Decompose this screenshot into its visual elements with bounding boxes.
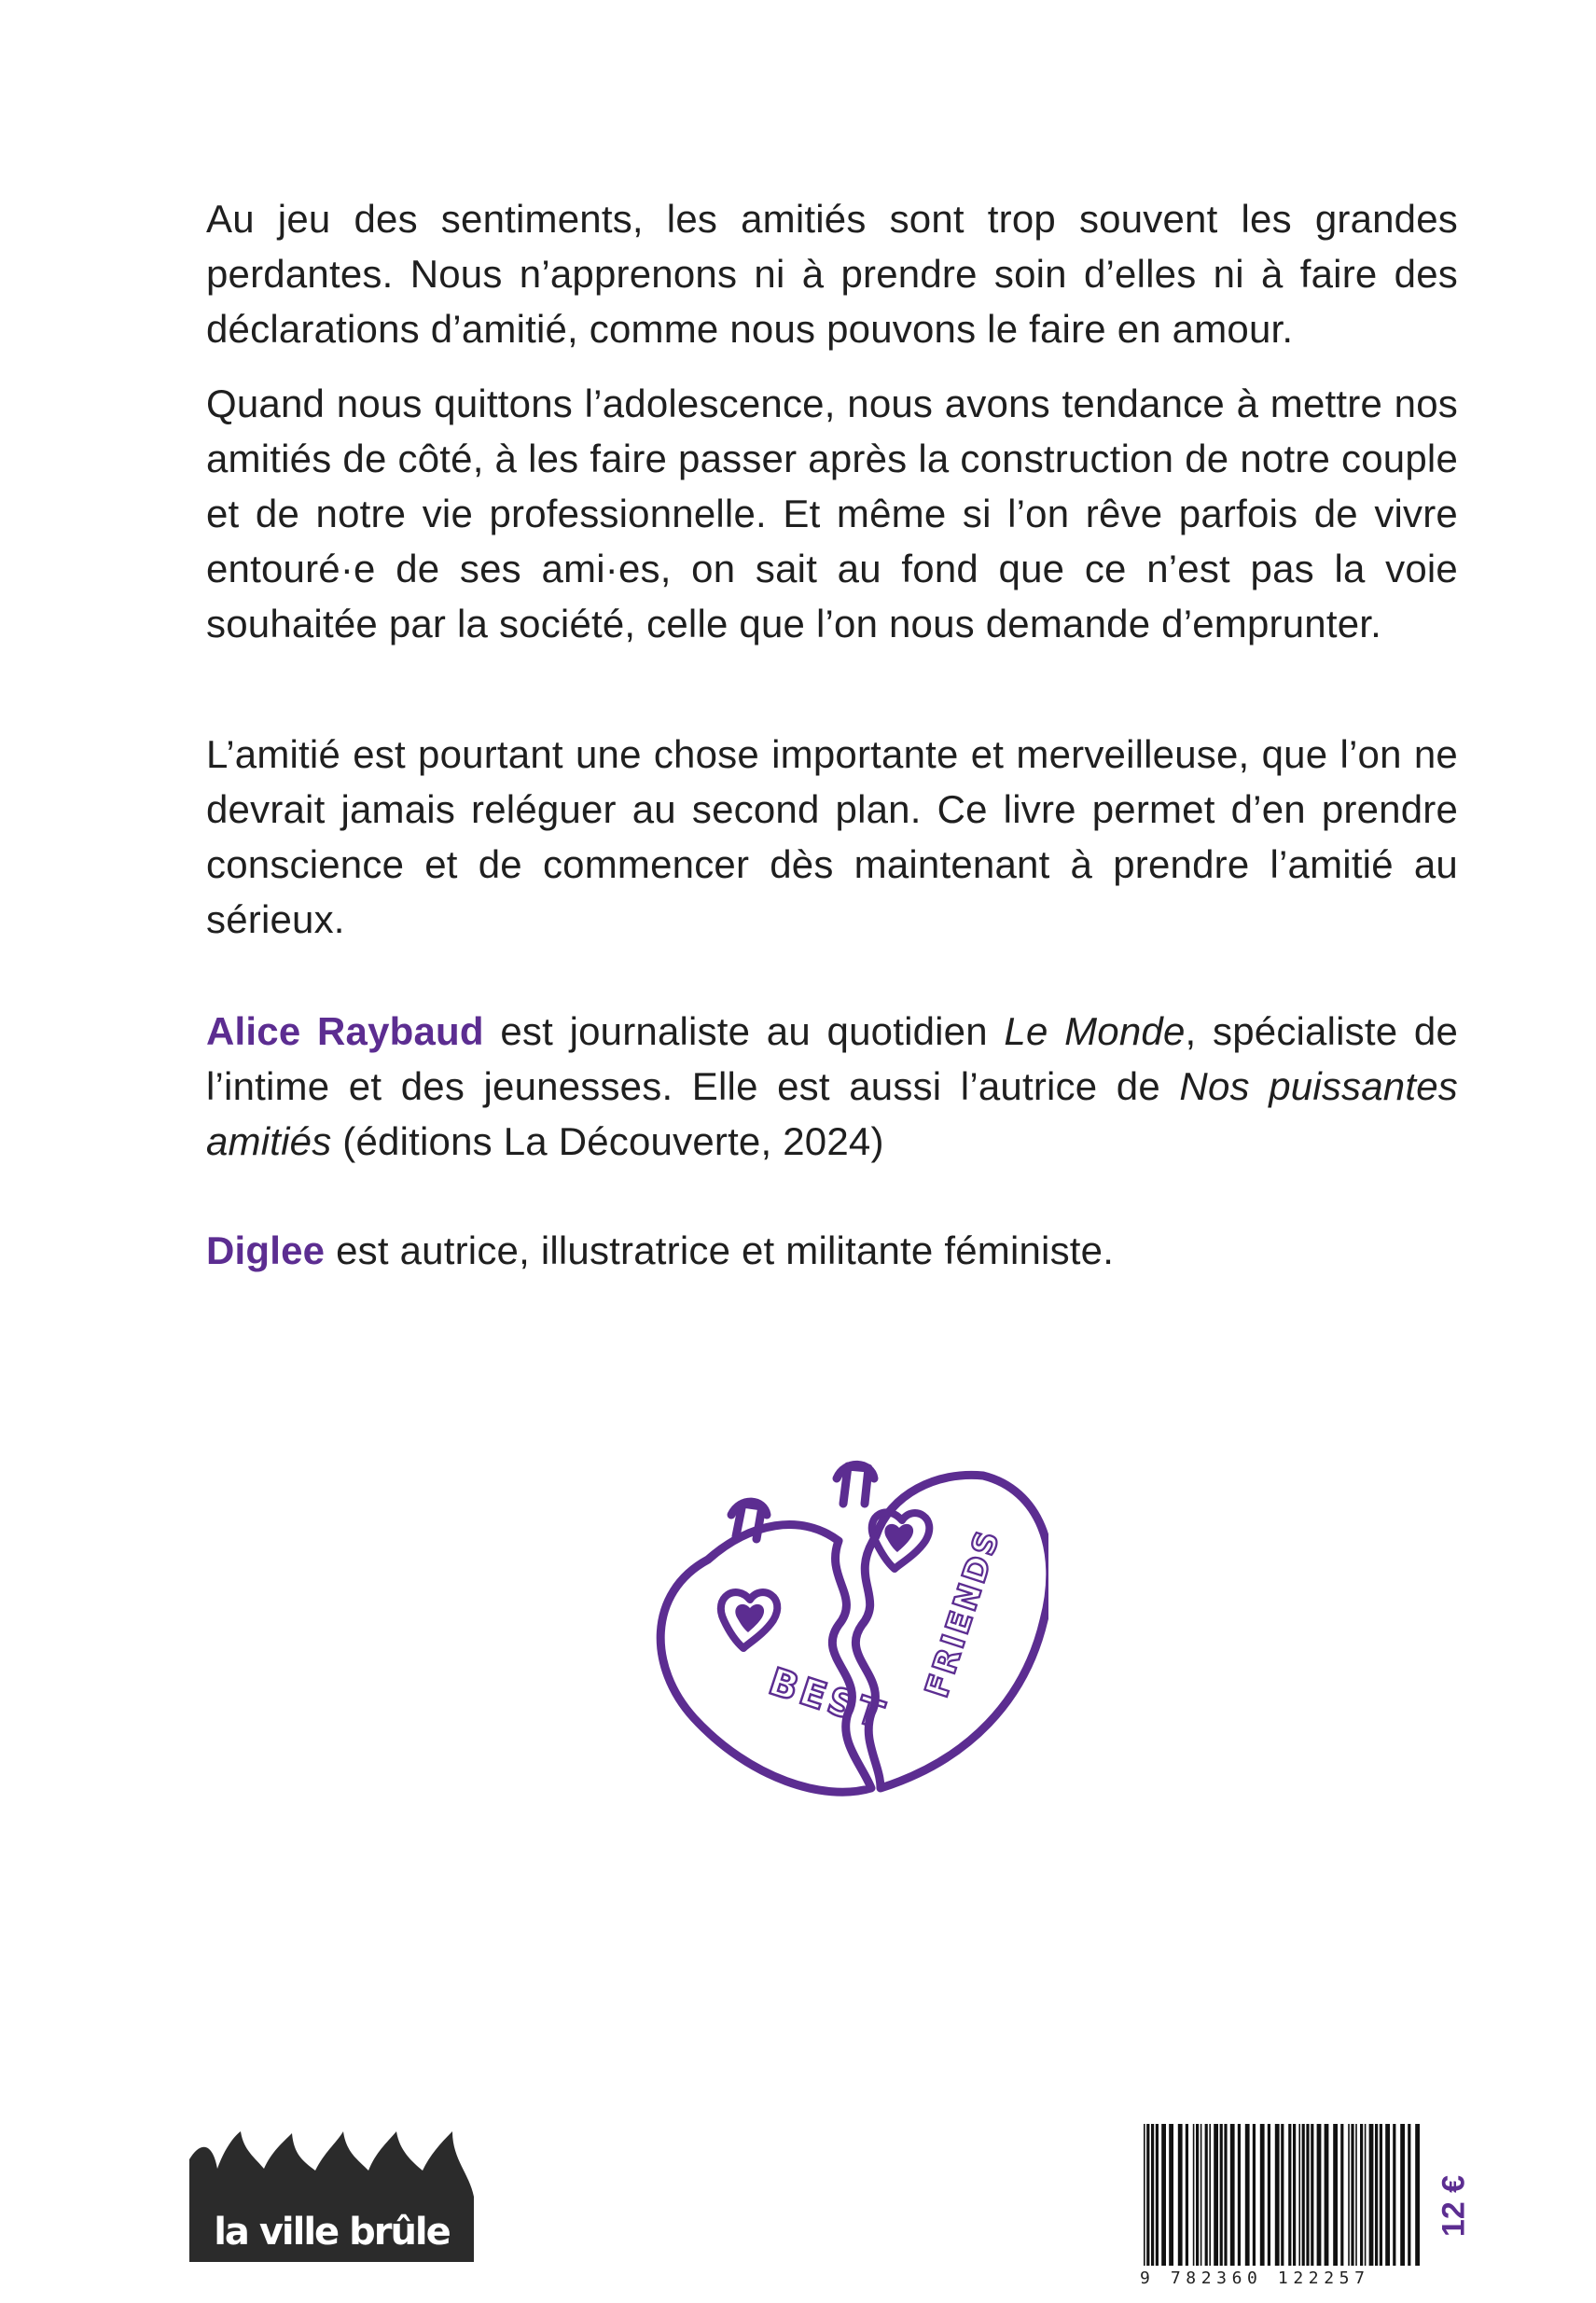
barcode-bar xyxy=(1333,2124,1338,2266)
barcode-bar xyxy=(1408,2124,1410,2266)
price-label xyxy=(1436,2155,1473,2257)
barcode-bar xyxy=(1156,2124,1159,2266)
barcode-bar xyxy=(1144,2124,1145,2266)
barcode-bar xyxy=(1161,2124,1166,2266)
barcode-bar xyxy=(1415,2124,1420,2266)
barcode-bar xyxy=(1214,2124,1218,2266)
illustrator-name: Diglee xyxy=(206,1228,326,1272)
barcode-bar xyxy=(1178,2124,1183,2266)
barcode-bar xyxy=(1360,2124,1363,2266)
newspaper-title: Le Monde xyxy=(1004,1009,1186,1053)
blurb-paragraph-2: Quand nous quittons l’adolescence, nous avons tendance à mettre nos amitiés de côté, à les faire passer après la construction de notre couple et de notre vie professionnelle. Et même si l’on rêve parfois de vivre entouré·e de ses ami·es, on sait au fond que ce n’est pas la voie souhaitée par la société, celle que l’on nous demande d’emprunter. xyxy=(206,382,1458,645)
blurb-paragraph-3: L’amitié est pourtant une chose importante et merveilleuse, que l’on ne devrait jamais reléguer au second plan. Ce livre permet d’en prendre conscience et de commencer dès maintenant à prendre l’amitié au sérieux. xyxy=(206,732,1458,941)
blurb-block-3 xyxy=(206,727,1458,947)
illustrator-bio-rest: est autrice, illustratrice et militante féministe. xyxy=(325,1228,1115,1272)
barcode-bar xyxy=(1146,2124,1149,2266)
barcode-bar xyxy=(1311,2124,1313,2266)
barcode-bar xyxy=(1380,2124,1382,2266)
isbn-number: 9 782360 122257 xyxy=(1140,2268,1370,2288)
barcode-bar xyxy=(1302,2124,1305,2266)
barcode-bar xyxy=(1317,2124,1322,2266)
barcode-bar xyxy=(1186,2124,1188,2266)
barcode-bar xyxy=(1348,2124,1350,2266)
barcode-bar xyxy=(1288,2124,1291,2266)
book-title: Nos puissantes amitiés xyxy=(206,1064,1458,1163)
barcode-bar xyxy=(1385,2124,1390,2266)
barcode-bar xyxy=(1293,2124,1296,2266)
bio-text-3: (éditions La Découverte, 2024) xyxy=(331,1119,884,1163)
heart-word-friends: FRIENDS xyxy=(918,1524,1008,1702)
barcode-bar xyxy=(1245,2124,1250,2266)
bio-text-1: est journaliste au quotidien xyxy=(483,1009,1005,1053)
barcode-bar xyxy=(1169,2124,1173,2266)
publisher-name: la ville brûle xyxy=(214,2211,450,2254)
barcode-bar xyxy=(1369,2124,1374,2266)
barcode-bar xyxy=(1200,2124,1202,2266)
heart-icon-right-inner xyxy=(884,1524,913,1552)
barcode-bar xyxy=(1151,2124,1154,2266)
heart-left-half xyxy=(660,1525,871,1793)
barcode xyxy=(1140,2124,1420,2266)
barcode-bar xyxy=(1260,2124,1265,2266)
author-bio xyxy=(206,1004,1458,1169)
barcode-bar xyxy=(1220,2124,1223,2266)
barcode-bar xyxy=(1306,2124,1309,2266)
barcode-bar xyxy=(1238,2124,1241,2266)
barcode-bar xyxy=(1205,2124,1208,2266)
barcode-bar xyxy=(1351,2124,1353,2266)
barcode-bar xyxy=(1193,2124,1195,2266)
barcode-bar xyxy=(1400,2124,1405,2266)
bio-text-2: , spécialiste de l’intime et des jeunesses. Elle est aussi l’autrice de xyxy=(206,1009,1459,1108)
back-cover-blurb xyxy=(206,191,1458,356)
barcode-bar xyxy=(1275,2124,1280,2266)
barcode-bar xyxy=(1355,2124,1357,2266)
heart-word-best: BEST xyxy=(763,1659,893,1739)
best-friends-heart-illustration xyxy=(638,1410,1048,1821)
barcode-bar xyxy=(1268,2124,1270,2266)
blurb-block-2 xyxy=(206,376,1458,651)
author-name: Alice Raybaud xyxy=(206,1009,484,1053)
price-text: 12 € xyxy=(1436,2174,1472,2238)
heart-icon-left-inner xyxy=(735,1604,764,1632)
barcode-bar xyxy=(1393,2124,1395,2266)
barcode-bar xyxy=(1365,2124,1367,2266)
barcode-bar xyxy=(1325,2124,1329,2266)
author-bio-text xyxy=(206,1004,1458,1169)
barcode-bar xyxy=(1253,2124,1256,2266)
blurb-paragraph-1: Au jeu des sentiments, les amitiés sont trop souvent les grandes perdantes. Nous n’apprenons ni à prendre soin d’elles ni à faire des déclarations d’amitié, comme nous pouvons le faire en amour. xyxy=(206,197,1458,351)
barcode-bar xyxy=(1224,2124,1227,2266)
illustrator-bio xyxy=(206,1223,1458,1278)
barcode-bar xyxy=(1230,2124,1235,2266)
barcode-bar xyxy=(1281,2124,1284,2266)
barcode-bar xyxy=(1196,2124,1199,2266)
barcode-bar xyxy=(1340,2124,1343,2266)
barcode-bar xyxy=(1298,2124,1300,2266)
barcode-bar xyxy=(1375,2124,1378,2266)
barcode-bar xyxy=(1209,2124,1211,2266)
illustrator-bio-text xyxy=(206,1223,1458,1278)
